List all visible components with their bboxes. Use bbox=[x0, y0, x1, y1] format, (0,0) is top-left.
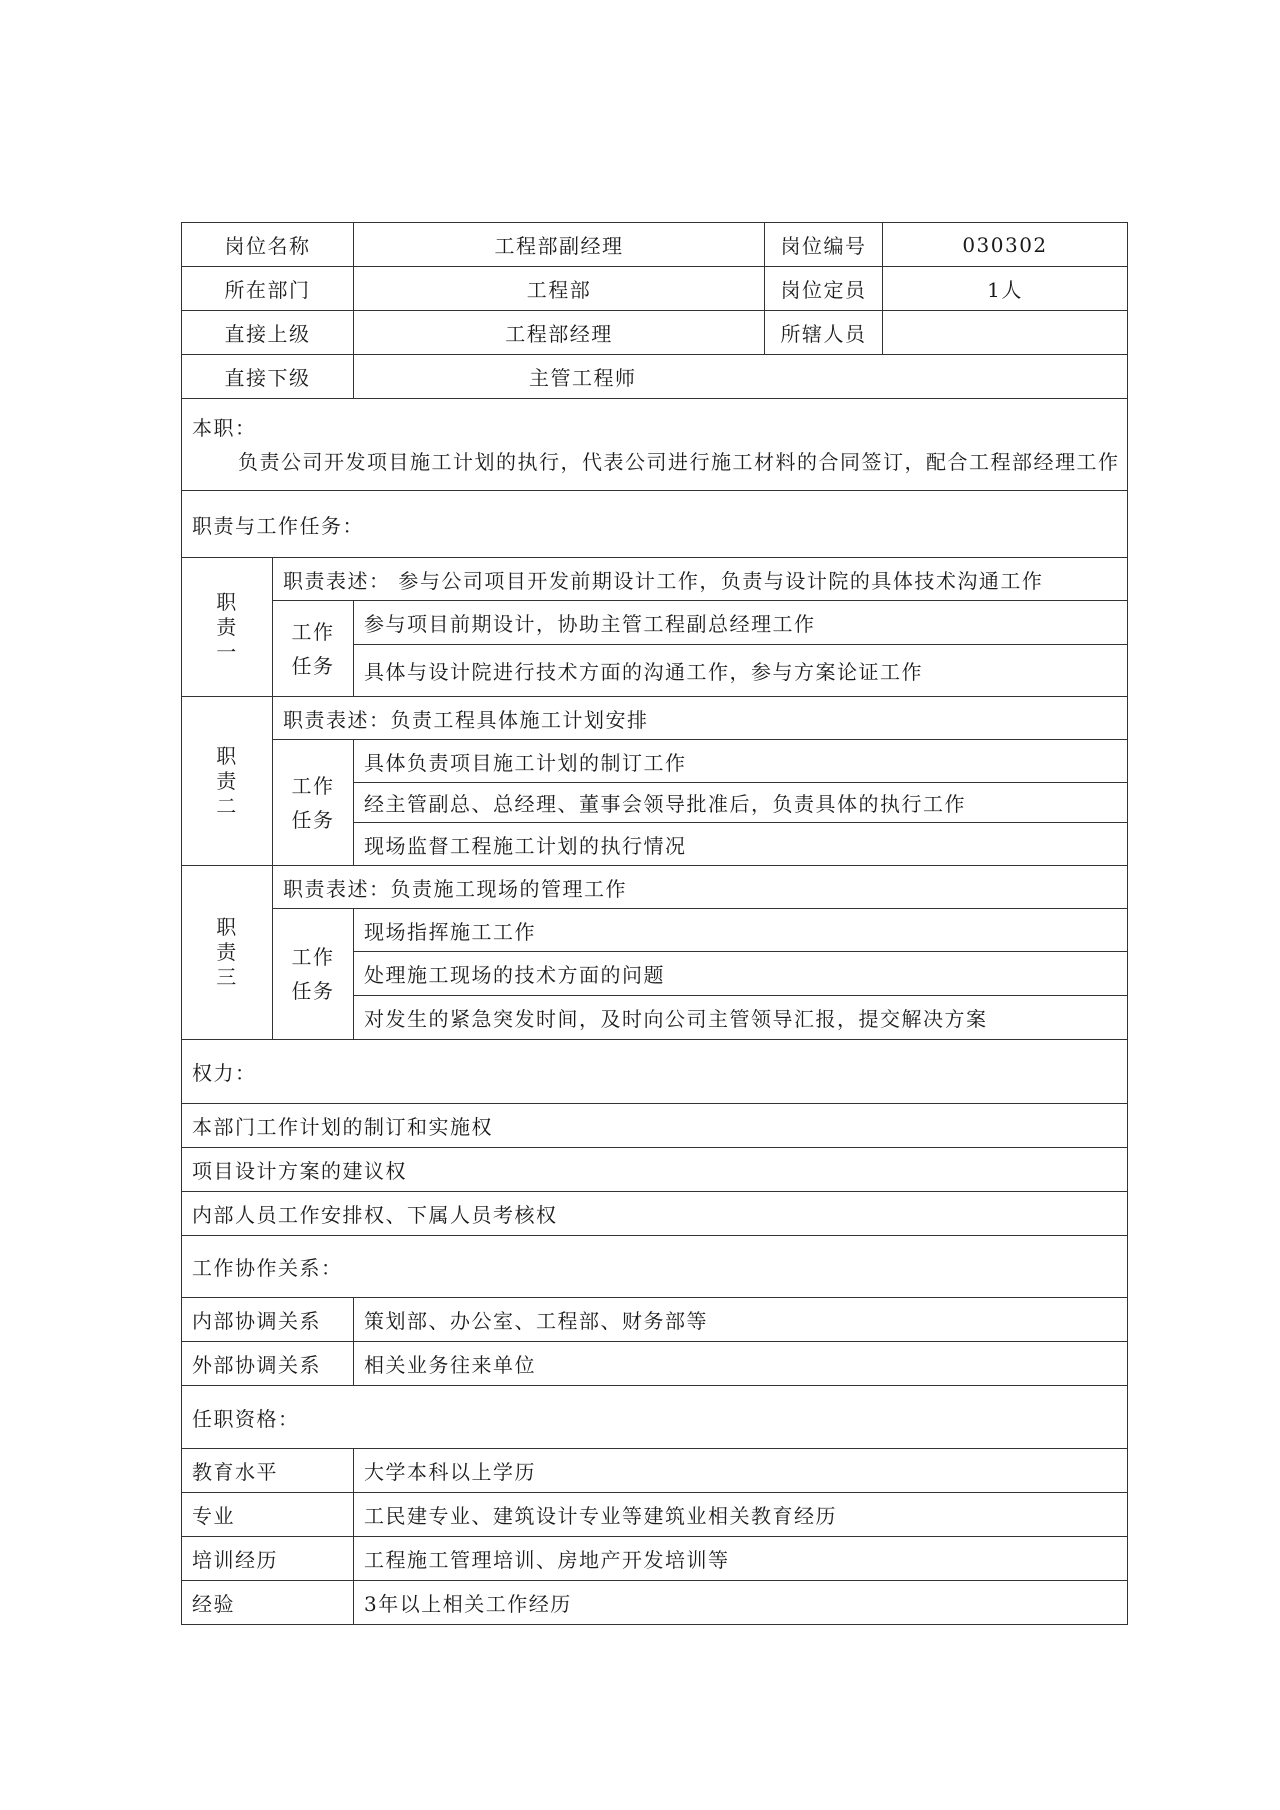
duty-1-desc-row bbox=[182, 558, 1128, 601]
duty-2-desc: 职责表述：负责工程具体施工计划安排 bbox=[273, 697, 1128, 740]
post-name-label: 岗位名称 bbox=[182, 223, 354, 267]
cooperation-internal-row bbox=[182, 1298, 1128, 1342]
duty-3-tasks-label: 工作 任务 bbox=[273, 909, 354, 1040]
header-row-2 bbox=[182, 267, 1128, 311]
duty-2-task-row bbox=[182, 740, 1128, 783]
power-row bbox=[182, 1148, 1128, 1192]
subordinates-label: 所辖人员 bbox=[765, 311, 883, 355]
duty-1-desc: 职责表述： 参与公司项目开发前期设计工作，负责与设计院的具体技术沟通工作 bbox=[273, 558, 1128, 601]
duty-3-task-1: 现场指挥施工工作 bbox=[354, 909, 1128, 952]
qualification-row bbox=[182, 1537, 1128, 1581]
subordinates-value bbox=[883, 311, 1128, 355]
qualification-label-3: 培训经历 bbox=[182, 1537, 354, 1581]
power-item-2: 项目设计方案的建议权 bbox=[182, 1148, 1128, 1192]
qualification-value-2: 工民建专业、建筑设计专业等建筑业相关教育经历 bbox=[354, 1493, 1128, 1537]
external-label: 外部协调关系 bbox=[182, 1342, 354, 1386]
qualification-row bbox=[182, 1493, 1128, 1537]
qualification-value-3: 工程施工管理培训、房地产开发培训等 bbox=[354, 1537, 1128, 1581]
qualifications-header-row bbox=[182, 1386, 1128, 1449]
direct-sub-label: 直接下级 bbox=[182, 355, 354, 399]
duty-main-cell bbox=[182, 399, 1128, 491]
superior-value: 工程部经理 bbox=[354, 311, 765, 355]
internal-label: 内部协调关系 bbox=[182, 1298, 354, 1342]
header-row-1 bbox=[182, 223, 1128, 267]
duty-2-task-1: 具体负责项目施工计划的制订工作 bbox=[354, 740, 1128, 783]
power-item-3: 内部人员工作安排权、下属人员考核权 bbox=[182, 1192, 1128, 1236]
power-row bbox=[182, 1104, 1128, 1148]
qualification-row bbox=[182, 1581, 1128, 1625]
responsibilities-header-row bbox=[182, 491, 1128, 558]
duty-1-task-2: 具体与设计院进行技术方面的沟通工作，参与方案论证工作 bbox=[354, 645, 1128, 697]
job-description-table bbox=[181, 222, 1128, 1625]
duty-3-desc: 职责表述：负责施工现场的管理工作 bbox=[273, 866, 1128, 909]
cooperation-external-row bbox=[182, 1342, 1128, 1386]
duty-1-name: 职 责 一 bbox=[182, 558, 273, 697]
duty-main-label: 本职： bbox=[192, 415, 257, 440]
external-value: 相关业务往来单位 bbox=[354, 1342, 1128, 1386]
dept-value: 工程部 bbox=[354, 267, 765, 311]
quota-value: 1人 bbox=[883, 267, 1128, 311]
duty-2-tasks-label: 工作 任务 bbox=[273, 740, 354, 866]
post-no-label: 岗位编号 bbox=[765, 223, 883, 267]
internal-value: 策划部、办公室、工程部、财务部等 bbox=[354, 1298, 1128, 1342]
power-row bbox=[182, 1192, 1128, 1236]
powers-header-row bbox=[182, 1040, 1128, 1104]
duty-1-tasks-label: 工作 任务 bbox=[273, 601, 354, 697]
qualification-label-1: 教育水平 bbox=[182, 1449, 354, 1493]
header-row-4 bbox=[182, 355, 1128, 399]
qualifications-label: 任职资格： bbox=[182, 1386, 1128, 1449]
responsibilities-label: 职责与工作任务： bbox=[182, 491, 1128, 558]
header-row-3 bbox=[182, 311, 1128, 355]
qualification-value-4: 3年以上相关工作经历 bbox=[354, 1581, 1128, 1625]
power-item-1: 本部门工作计划的制订和实施权 bbox=[182, 1104, 1128, 1148]
superior-label: 直接上级 bbox=[182, 311, 354, 355]
qualification-value-1: 大学本科以上学历 bbox=[354, 1449, 1128, 1493]
qualification-label-4: 经验 bbox=[182, 1581, 354, 1625]
duty-3-name: 职 责 三 bbox=[182, 866, 273, 1040]
powers-label: 权力： bbox=[182, 1040, 1128, 1104]
cooperation-label: 工作协作关系： bbox=[182, 1236, 1128, 1298]
duty-2-task-3: 现场监督工程施工计划的执行情况 bbox=[354, 823, 1128, 866]
duty-3-task-2: 处理施工现场的技术方面的问题 bbox=[354, 952, 1128, 996]
duty-main-text: 负责公司开发项目施工计划的执行，代表公司进行施工材料的合同签订，配合工程部经理工作 bbox=[238, 449, 1120, 474]
dept-label: 所在部门 bbox=[182, 267, 354, 311]
duty-3-task-row bbox=[182, 909, 1128, 952]
qualification-row bbox=[182, 1449, 1128, 1493]
duty-2-task-2: 经主管副总、总经理、董事会领导批准后，负责具体的执行工作 bbox=[354, 783, 1128, 823]
duty-1-task-row bbox=[182, 601, 1128, 645]
post-name-value: 工程部副经理 bbox=[354, 223, 765, 267]
direct-sub-value: 主管工程师 bbox=[354, 355, 1128, 399]
duty-2-desc-row bbox=[182, 697, 1128, 740]
qualification-label-2: 专业 bbox=[182, 1493, 354, 1537]
duty-3-task-3: 对发生的紧急突发时间，及时向公司主管领导汇报，提交解决方案 bbox=[354, 996, 1128, 1040]
post-no-value: 030302 bbox=[883, 223, 1128, 267]
duty-3-desc-row bbox=[182, 866, 1128, 909]
duty-main-row bbox=[182, 399, 1128, 491]
quota-label: 岗位定员 bbox=[765, 267, 883, 311]
duty-1-task-1: 参与项目前期设计，协助主管工程副总经理工作 bbox=[354, 601, 1128, 645]
cooperation-header-row bbox=[182, 1236, 1128, 1298]
duty-2-name: 职 责 二 bbox=[182, 697, 273, 866]
